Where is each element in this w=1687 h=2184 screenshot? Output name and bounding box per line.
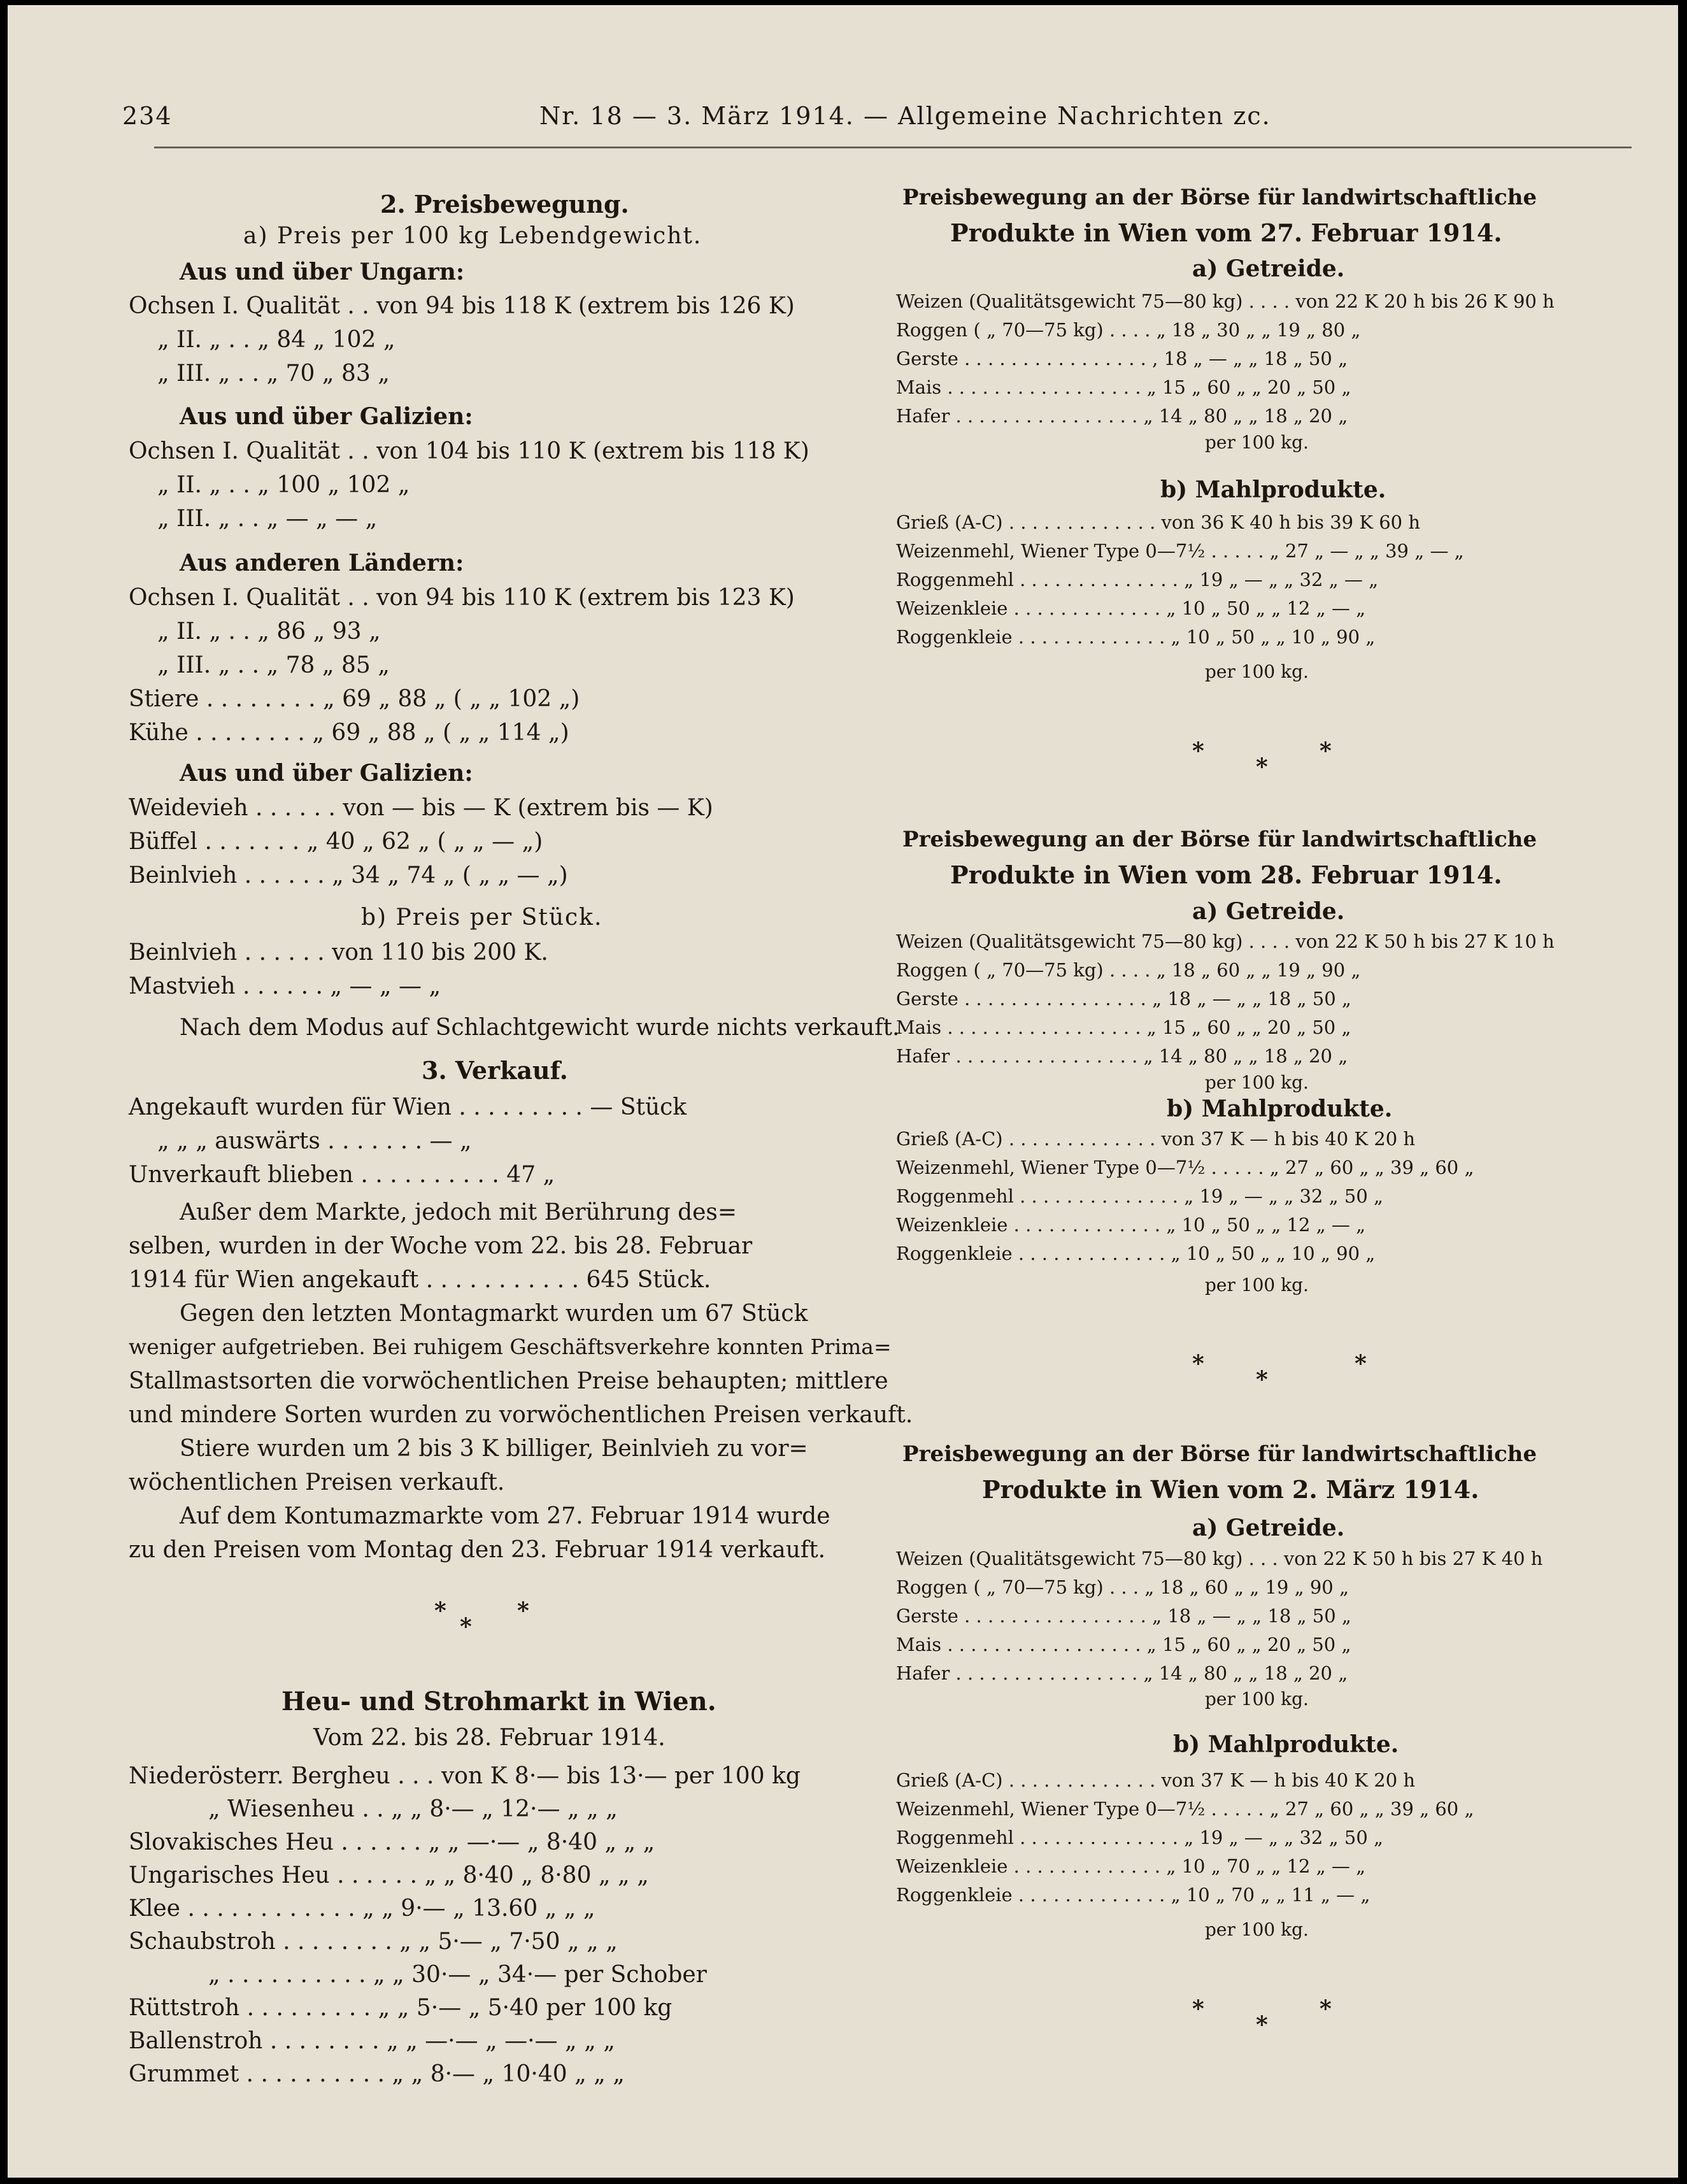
hay-row: Rüttstroh . . . . . . . . . „ „ 5·— „ 5·40 per 100 kg [129, 1995, 673, 2021]
group-heading: Aus und über Galizien: [180, 403, 473, 430]
price-row: „ III. „ . . „ 78 „ 85 „ [157, 652, 390, 678]
separator-star: * [1355, 1350, 1367, 1377]
group-heading: Aus und über Ungarn: [180, 259, 465, 285]
subsection-title: a) Getreide. [1192, 1515, 1345, 1541]
price-row: Mastvieh . . . . . . „ — „ — „ [129, 973, 441, 999]
flour-row: Roggenkleie . . . . . . . . . . . . . „ 10 „ 50 „ „ 10 „ 90 „ [896, 626, 1376, 648]
hay-row: „ . . . . . . . . . . „ „ 30·— „ 34·— per Schober [208, 1962, 707, 1988]
sale-row: Angekauft wurden für Wien . . . . . . . . . — Stück [129, 1094, 687, 1120]
flour-row: Roggenkleie . . . . . . . . . . . . . „ 10 „ 70 „ „ 11 „ — „ [896, 1884, 1370, 1906]
price-row: Ochsen I. Qualität . . von 94 bis 118 K (extrem bis 126 K) [129, 293, 795, 319]
group-heading: Aus und über Galizien: [180, 760, 473, 787]
separator-star: * [1192, 738, 1204, 764]
flour-row: Roggenkleie . . . . . . . . . . . . . „ 10 „ 50 „ „ 10 „ 90 „ [896, 1243, 1376, 1264]
flour-row: Grieß (A-C) . . . . . . . . . . . . . von 37 K — h bis 40 K 20 h [896, 1769, 1416, 1791]
grain-row: Mais . . . . . . . . . . . . . . . . . „ 15 „ 60 „ „ 20 „ 50 „ [896, 1017, 1351, 1038]
separator-star: * [1256, 2011, 1268, 2038]
subsection-title: b) Mahlprodukte. [1167, 1096, 1393, 1122]
grain-row: Hafer . . . . . . . . . . . . . . . . „ 14 „ 80 „ „ 18 „ 20 „ [896, 405, 1348, 427]
price-row: Büffel . . . . . . . „ 40 „ 62 „ ( „ „ — „) [129, 829, 543, 855]
flour-row: Grieß (A-C) . . . . . . . . . . . . . von 37 K — h bis 40 K 20 h [896, 1128, 1416, 1150]
paragraph-line: Stallmastsorten die vorwöchentlichen Preise behaupten; mittlere [129, 1368, 888, 1394]
unit-note: per 100 kg. [1205, 661, 1309, 682]
unit-note: per 100 kg. [1205, 432, 1309, 453]
subsection-title: b) Mahlprodukte. [1173, 1731, 1399, 1758]
grain-row: Roggen ( „ 70—75 kg) . . . . „ 18 „ 30 „ „ 19 „ 80 „ [896, 319, 1361, 341]
hay-row: Schaubstroh . . . . . . . . „ „ 5·— „ 7·50 „ „ „ [129, 1929, 618, 1955]
price-row: „ II. „ . . „ 100 „ 102 „ [157, 472, 410, 498]
grain-row: Hafer . . . . . . . . . . . . . . . . „ 14 „ 80 „ „ 18 „ 20 „ [896, 1045, 1348, 1067]
separator-star: * [1256, 1366, 1268, 1393]
paragraph-line: Auf dem Kontumazmarkte vom 27. Februar 1914 wurde [180, 1503, 830, 1529]
subsection-title: a) Getreide. [1192, 255, 1345, 282]
exchange-title: Preisbewegung an der Börse für landwirtschaftliche [902, 185, 1537, 210]
running-title: Nr. 18 — 3. März 1914. — Allgemeine Nachrichten zc. [539, 102, 1271, 130]
exchange-title: Produkte in Wien vom 28. Februar 1914. [950, 860, 1502, 889]
grain-row: Gerste . . . . . . . . . . . . . . . . „ 18 „ — „ „ 18 „ 50 „ [896, 1605, 1351, 1627]
sale-row: „ „ „ auswärts . . . . . . . — „ [157, 1128, 472, 1154]
paragraph-line: Gegen den letzten Montagmarkt wurden um 67 Stück [180, 1301, 808, 1327]
grain-row: Weizen (Qualitätsgewicht 75—80 kg) . . . . von 22 K 50 h bis 27 K 10 h [896, 931, 1555, 952]
price-row: Ochsen I. Qualität . . von 104 bis 110 K (extrem bis 118 K) [129, 438, 809, 464]
header-rule [154, 146, 1632, 148]
section-2a-title: a) Preis per 100 kg Lebendgewicht. [243, 223, 702, 249]
exchange-title: Preisbewegung an der Börse für landwirtschaftliche [902, 1441, 1537, 1467]
price-row: Weidevieh . . . . . . von — bis — K (extrem bis — K) [129, 795, 713, 821]
paragraph-line: 1914 für Wien angekauft . . . . . . . . . . . 645 Stück. [129, 1267, 711, 1293]
grain-row: Mais . . . . . . . . . . . . . . . . . „ 15 „ 60 „ „ 20 „ 50 „ [896, 376, 1351, 398]
flour-row: Roggenmehl . . . . . . . . . . . . . . „ 19 „ — „ „ 32 „ 50 „ [896, 1827, 1384, 1848]
newspaper-page [8, 5, 1678, 2178]
unit-note: per 100 kg. [1205, 1072, 1309, 1093]
sale-row: Unverkauft blieben . . . . . . . . . . 47 „ [129, 1162, 555, 1188]
grain-row: Weizen (Qualitätsgewicht 75—80 kg) . . . von 22 K 50 h bis 27 K 40 h [896, 1548, 1543, 1569]
grain-row: Hafer . . . . . . . . . . . . . . . . „ 14 „ 80 „ „ 18 „ 20 „ [896, 1662, 1348, 1684]
flour-row: Grieß (A-C) . . . . . . . . . . . . . von 36 K 40 h bis 39 K 60 h [896, 511, 1421, 533]
paragraph-line: selben, wurden in der Woche vom 22. bis 28. Februar [129, 1233, 753, 1259]
section-2-title: 2. Preisbewegung. [380, 190, 629, 218]
separator-star: * [1320, 1995, 1332, 2022]
price-row: „ III. „ . . „ — „ — „ [157, 506, 378, 532]
flour-row: Weizenkleie . . . . . . . . . . . . . „ 10 „ 50 „ „ 12 „ — „ [896, 597, 1366, 619]
exchange-title: Produkte in Wien vom 27. Februar 1914. [950, 218, 1502, 247]
flour-row: Weizenmehl, Wiener Type 0—7½ . . . . . „ 27 „ — „ „ 39 „ — „ [896, 540, 1464, 562]
grain-row: Mais . . . . . . . . . . . . . . . . . „ 15 „ 60 „ „ 20 „ 50 „ [896, 1634, 1351, 1655]
group-heading: Aus anderen Ländern: [180, 550, 464, 576]
exchange-title: Produkte in Wien vom 2. März 1914. [982, 1475, 1479, 1504]
hay-row: Slovakisches Heu . . . . . . „ „ —·— „ 8·40 „ „ „ [129, 1829, 655, 1855]
subsection-title: a) Getreide. [1192, 898, 1345, 925]
hay-market-subtitle: Vom 22. bis 28. Februar 1914. [313, 1725, 666, 1751]
exchange-title: Preisbewegung an der Börse für landwirtschaftliche [902, 827, 1537, 852]
unit-note: per 100 kg. [1205, 1919, 1309, 1940]
hay-row: Klee . . . . . . . . . . . . „ „ 9·— „ 13.60 „ „ „ [129, 1895, 595, 1922]
unit-note: per 100 kg. [1205, 1274, 1309, 1295]
separator-star: * [1256, 753, 1268, 780]
paragraph-line: zu den Preisen vom Montag den 23. Februar 1914 verkauft. [129, 1537, 826, 1563]
price-row: Stiere . . . . . . . . „ 69 „ 88 „ ( „ „ 102 „) [129, 686, 580, 712]
page-number: 234 [122, 102, 173, 130]
price-row: Beinlvieh . . . . . . „ 34 „ 74 „ ( „ „ — „) [129, 862, 568, 889]
flour-row: Weizenkleie . . . . . . . . . . . . . „ 10 „ 50 „ „ 12 „ — „ [896, 1214, 1366, 1236]
grain-row: Weizen (Qualitätsgewicht 75—80 kg) . . . . von 22 K 20 h bis 26 K 90 h [896, 290, 1555, 312]
flour-row: Weizenkleie . . . . . . . . . . . . . „ 10 „ 70 „ „ 12 „ — „ [896, 1855, 1366, 1877]
hay-row: Ballenstroh . . . . . . . . „ „ —·— „ —·— „ „ „ [129, 2028, 615, 2054]
section-3-title: 3. Verkauf. [422, 1056, 568, 1085]
flour-row: Weizenmehl, Wiener Type 0—7½ . . . . . „ 27 „ 60 „ „ 39 „ 60 „ [896, 1798, 1474, 1820]
price-row: „ II. „ . . „ 84 „ 102 „ [157, 327, 395, 353]
grain-row: Gerste . . . . . . . . . . . . . . . . „ 18 „ — „ „ 18 „ 50 „ [896, 988, 1351, 1010]
grain-row: Gerste . . . . . . . . . . . . . . . . , 18 „ — „ „ 18 „ 50 „ [896, 348, 1348, 369]
paragraph-line: Stiere wurden um 2 bis 3 K billiger, Beinlvieh zu vor= [180, 1436, 808, 1462]
separator-star: * [1192, 1995, 1204, 2022]
paragraph-line: weniger aufgetrieben. Bei ruhigem Geschäftsverkehre konnten Prima= [129, 1334, 892, 1359]
flour-row: Weizenmehl, Wiener Type 0—7½ . . . . . „ 27 „ 60 „ „ 39 „ 60 „ [896, 1157, 1474, 1178]
separator-star: * [460, 1613, 472, 1640]
paragraph-line: und mindere Sorten wurden zu vorwöchentlichen Preisen verkauft. [129, 1402, 913, 1428]
hay-row: Ungarisches Heu . . . . . . „ „ 8·40 „ 8·80 „ „ „ [129, 1862, 649, 1888]
price-row: „ III. „ . . „ 70 „ 83 „ [157, 360, 390, 387]
grain-row: Roggen ( „ 70—75 kg) . . . „ 18 „ 60 „ „ 19 „ 90 „ [896, 1576, 1349, 1598]
price-row: Ochsen I. Qualität . . von 94 bis 110 K (extrem bis 123 K) [129, 585, 795, 611]
subsection-title: b) Mahlprodukte. [1160, 476, 1386, 503]
section-2b-title: b) Preis per Stück. [361, 904, 603, 931]
hay-row: Grummet . . . . . . . . . . „ „ 8·— „ 10·40 „ „ „ [129, 2061, 625, 2087]
price-row: „ II. „ . . „ 86 „ 93 „ [157, 618, 381, 645]
flour-row: Roggenmehl . . . . . . . . . . . . . . „ 19 „ — „ „ 32 „ — „ [896, 569, 1379, 590]
separator-star: * [1320, 738, 1332, 764]
grain-row: Roggen ( „ 70—75 kg) . . . . „ 18 „ 60 „ „ 19 „ 90 „ [896, 959, 1361, 981]
flour-row: Roggenmehl . . . . . . . . . . . . . . „ 19 „ — „ „ 32 „ 50 „ [896, 1185, 1384, 1207]
paragraph-line: wöchentlichen Preisen verkauft. [129, 1469, 505, 1495]
price-row: Beinlvieh . . . . . . von 110 bis 200 K. [129, 939, 548, 966]
separator-star: * [1192, 1350, 1204, 1377]
paragraph-line: Außer dem Markte, jedoch mit Berührung des= [180, 1199, 737, 1225]
unit-note: per 100 kg. [1205, 1688, 1309, 1709]
price-row: Kühe . . . . . . . . „ 69 „ 88 „ ( „ „ 114 „) [129, 720, 569, 746]
hay-row: Niederösterr. Bergheu . . . von K 8·— bis 13·— per 100 kg [129, 1763, 801, 1789]
hay-row: „ Wiesenheu . . „ „ 8·— „ 12·— „ „ „ [208, 1796, 618, 1822]
modus-line: Nach dem Modus auf Schlachtgewicht wurde nichts verkauft. [180, 1015, 900, 1041]
hay-market-title: Heu- und Strohmarkt in Wien. [281, 1687, 716, 1717]
separator-star: * [434, 1597, 446, 1624]
separator-star: * [517, 1597, 529, 1624]
